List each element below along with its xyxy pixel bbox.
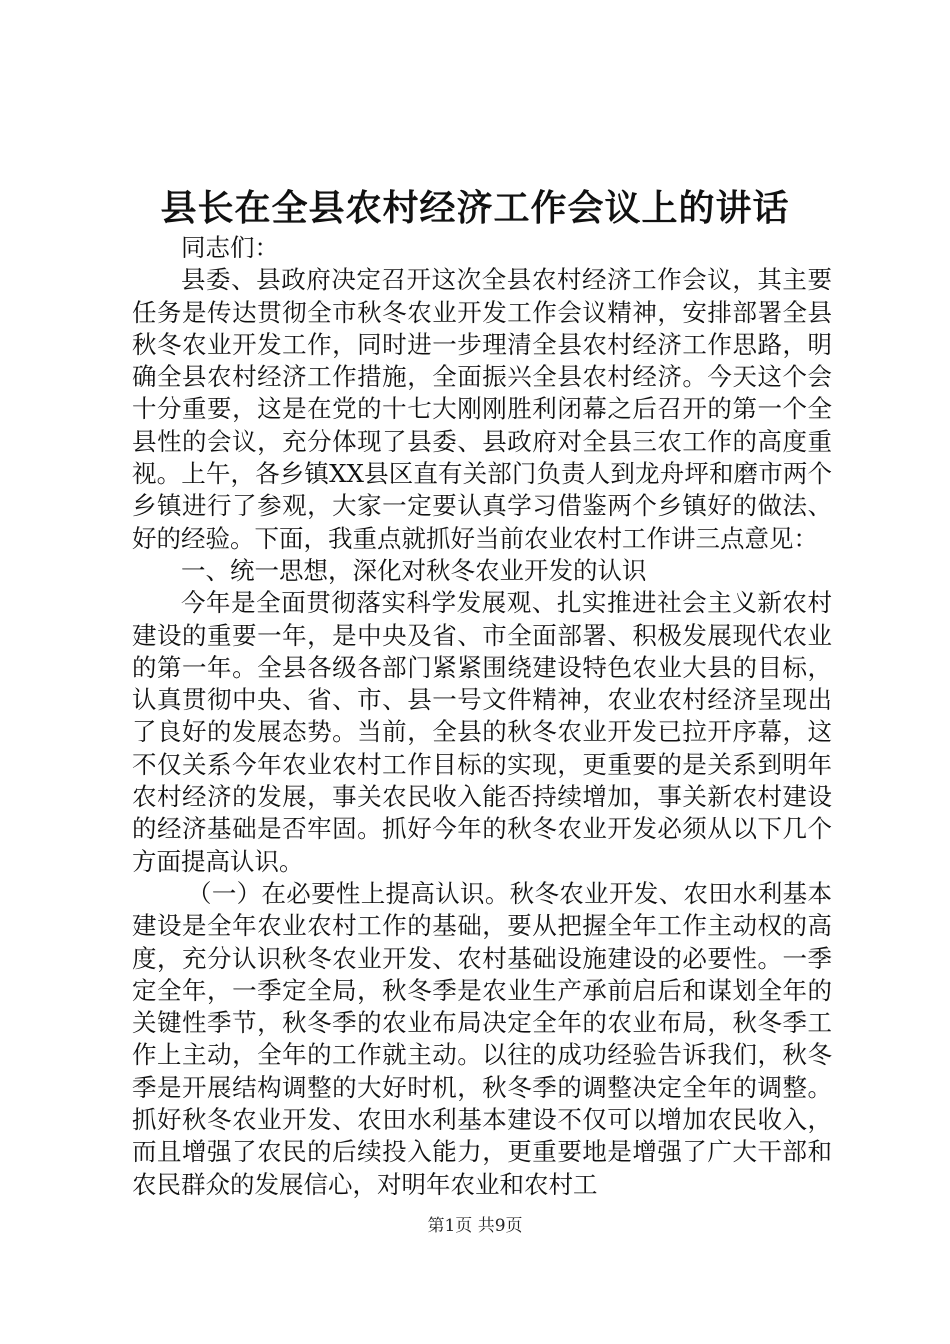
document-body (132, 232, 832, 1201)
document-title: 县长在全县农村经济工作会议上的讲话 (160, 187, 790, 229)
greeting: 同志们： (181, 233, 279, 262)
page-footer: 第1页 共9页 (427, 1216, 523, 1236)
paragraph-subsection-1: （一）在必要性上提高认识。秋冬农业开发、农田水利基本建设是全年农业农村工作的基础，要从把握全年工作主动权的高度，充分认识秋冬农业开发、农村基础设施建设的必要性。一季定全年，一季定全局，秋冬季是农业生产承前启后和谋划全年的关键性季节，秋冬季的农业布局决定全年的农业布局，秋冬季工作上主动，全年的工作就主动。以往的成功经验告诉我们，秋冬季是开展结构调整的大好时机，秋冬季的调整决定全年的调整。抓好秋冬农业开发、农田水利基本建设不仅可以增加农民收入，而且增强了农民的后续投入能力，更重要地是增强了广大干部和农民群众的发展信心，对明年农业和农村工 (132, 878, 832, 1199)
paragraph-section-1: 今年是全面贯彻落实科学发展观、扎实推进社会主义新农村建设的重要一年，是中央及省、市全面部署、积极发展现代农业的第一年。全县各级各部门紧紧围绕建设特色农业大县的目标，认真贯彻中央、省、市、县一号文件精神，农业农村经济呈现出了良好的发展态势。当前，全县的秋冬农业开发已拉开序幕，这不仅关系今年农业农村工作目标的实现，更重要的是关系到明年农村经济的发展，事关农民收入能否持续增加，事关新农村建设的经济基础是否牢固。抓好今年的秋冬农业开发必须从以下几个方面提高认识。 (132, 588, 832, 876)
paragraph-intro: 县委、县政府决定召开这次全县农村经济工作会议，其主要任务是传达贯彻全市秋冬农业开发工作会议精神，安排部署全县秋冬农业开发工作，同时进一步理清全县农村经济工作思路，明确全县农村经济工作措施，全面振兴全县农村经济。今天这个会十分重要，这是在党的十七大刚刚胜利闭幕之后召开的第一个全县性的会议，充分体现了县委、县政府对全县三农工作的高度重视。上午，各乡镇XX县区直有关部门负责人到龙舟坪和磨市两个乡镇进行了参观，大家一定要认真学习借鉴两个乡镇好的做法、好的经验。下面，我重点就抓好当前农业农村工作讲三点意见： (132, 265, 832, 553)
section-heading-1: 一、统一思想，深化对秋冬农业开发的认识 (181, 555, 647, 585)
